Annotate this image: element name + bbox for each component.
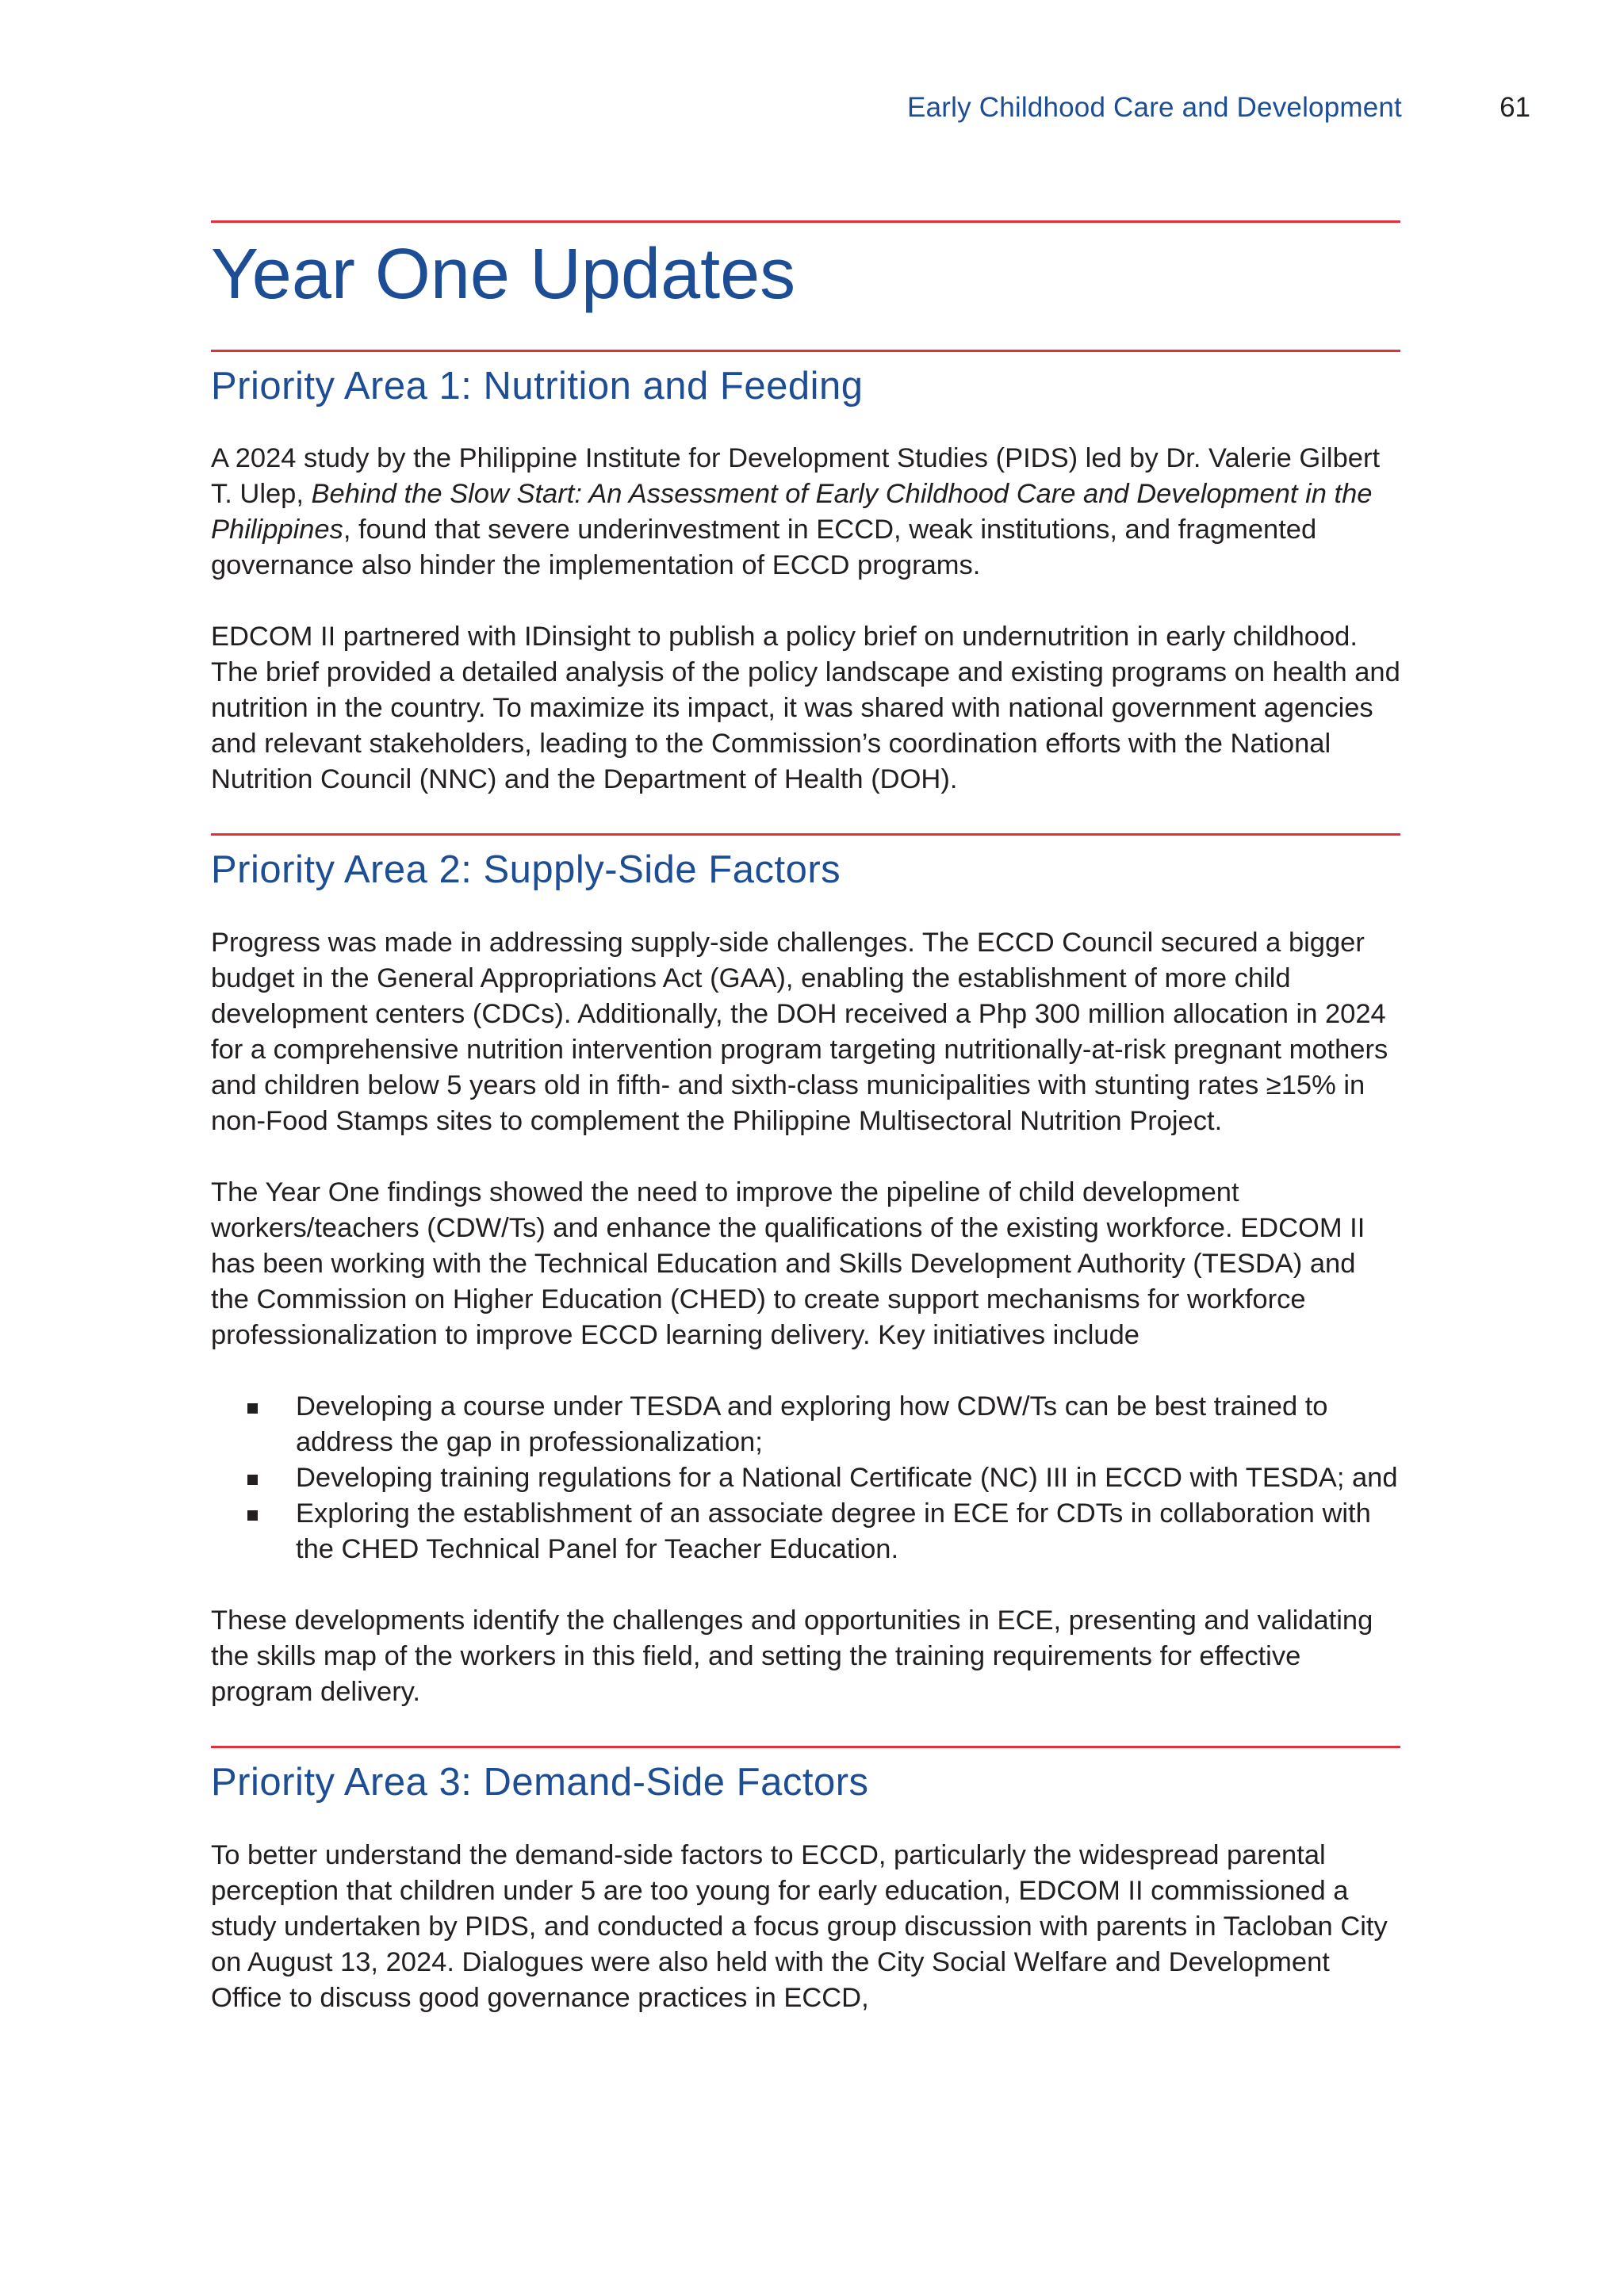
section-heading: Priority Area 2: Supply-Side Factors — [211, 848, 841, 892]
section-priority-area-3 — [211, 1746, 1400, 2016]
paragraph: These developments identify the challenges and opportunities in ECE, presenting and validating the skills map of the workers in this field, and setting the training requirements for effective program delivery. — [211, 1605, 1373, 1708]
square-bullet-icon — [247, 1475, 258, 1485]
section-priority-area-1 — [211, 350, 1400, 798]
paragraph: Progress was made in addressing supply-side challenges. The ECCD Council secured a bigger budget in the General Appropriations Act (GAA), enabling the establishment of more child development centers (CDCs). Additionally, the DOH received a Php 300 million allocation in 2024 for a comprehensive nutrition intervention program targeting nutritionally-at-risk pregnant mothers and children below 5 years old in fifth- and sixth-class municipalities with stunting rates ≥15% in non-Food Stamps sites to complement the Philippine Multisectoral Nutrition Project. — [211, 928, 1388, 1137]
list-item-text: Exploring the establishment of an associate degree in ECE for CDTs in collaboration with the CHED Technical Panel for Teacher Education. — [296, 1498, 1371, 1565]
section-rule — [211, 350, 1400, 352]
section-rule — [211, 1746, 1400, 1748]
paragraph-text: , found that severe underinvestment in ECCD, weak institutions, and fragmented governance also hinder the implementation of ECCD programs. — [211, 515, 1317, 581]
section-rule — [211, 833, 1400, 836]
page-number: 61 — [1500, 92, 1530, 123]
title-rule — [211, 220, 1400, 223]
square-bullet-icon — [247, 1510, 258, 1521]
section-priority-area-2 — [211, 833, 1400, 1710]
section-heading: Priority Area 3: Demand-Side Factors — [211, 1761, 869, 1804]
list-item — [211, 1460, 1400, 1496]
list-item — [211, 1496, 1400, 1567]
study-title: Behind the Slow Start: An Assessment of Early Childhood Care and Development in the Philippines — [211, 479, 1373, 545]
initiatives-list — [211, 1389, 1400, 1567]
list-item-text: Developing training regulations for a National Certificate (NC) III in ECCD with TESDA; and — [296, 1463, 1398, 1494]
paragraph-text: A 2024 study by the Philippine Institute for Development Studies (PIDS) led by Dr. Valerie Gilbert T. Ulep, — [211, 443, 1381, 510]
paragraph: EDCOM II partnered with IDinsight to publish a policy brief on undernutrition in early childhood. The brief provided a detailed analysis of the policy landscape and existing programs on health and nutrition in the country. To maximize its impact, it was shared with national government agencies and relevant stakeholders, leading to the Commission’s coordination efforts with the National Nutrition Council (NNC) and the Department of Health (DOH). — [211, 622, 1400, 795]
square-bullet-icon — [247, 1403, 258, 1414]
section-heading: Priority Area 1: Nutrition and Feeding — [211, 364, 864, 408]
list-item-text: Developing a course under TESDA and exploring how CDW/Ts can be best trained to address the gap in professionalization; — [296, 1391, 1328, 1458]
page-title: Year One Updates — [211, 235, 796, 314]
paragraph: To better understand the demand-side factors to ECCD, particularly the widespread parental perception that children under 5 are too young for early education, EDCOM II commissioned a study undertaken by PIDS, and conducted a focus group discussion with parents in Tacloban City on August 13, 2024. Dialogues were also held with the City Social Welfare and Development Office to discuss good governance practices in ECCD, — [211, 1839, 1388, 2013]
paragraph: The Year One findings showed the need to improve the pipeline of child development workers/teachers (CDW/Ts) and enhance the qualifications of the existing workforce. EDCOM II has been working with the Technical Education and Skills Development Authority (TESDA) and the Commission on Higher Education (CHED) to create support mechanisms for workforce professionalization to improve ECCD learning delivery. Key initiatives include — [211, 1177, 1365, 1351]
page-content — [211, 220, 1400, 2016]
list-item — [211, 1389, 1400, 1460]
running-header-title: Early Childhood Care and Development — [907, 92, 1402, 123]
paragraph — [211, 441, 1400, 584]
